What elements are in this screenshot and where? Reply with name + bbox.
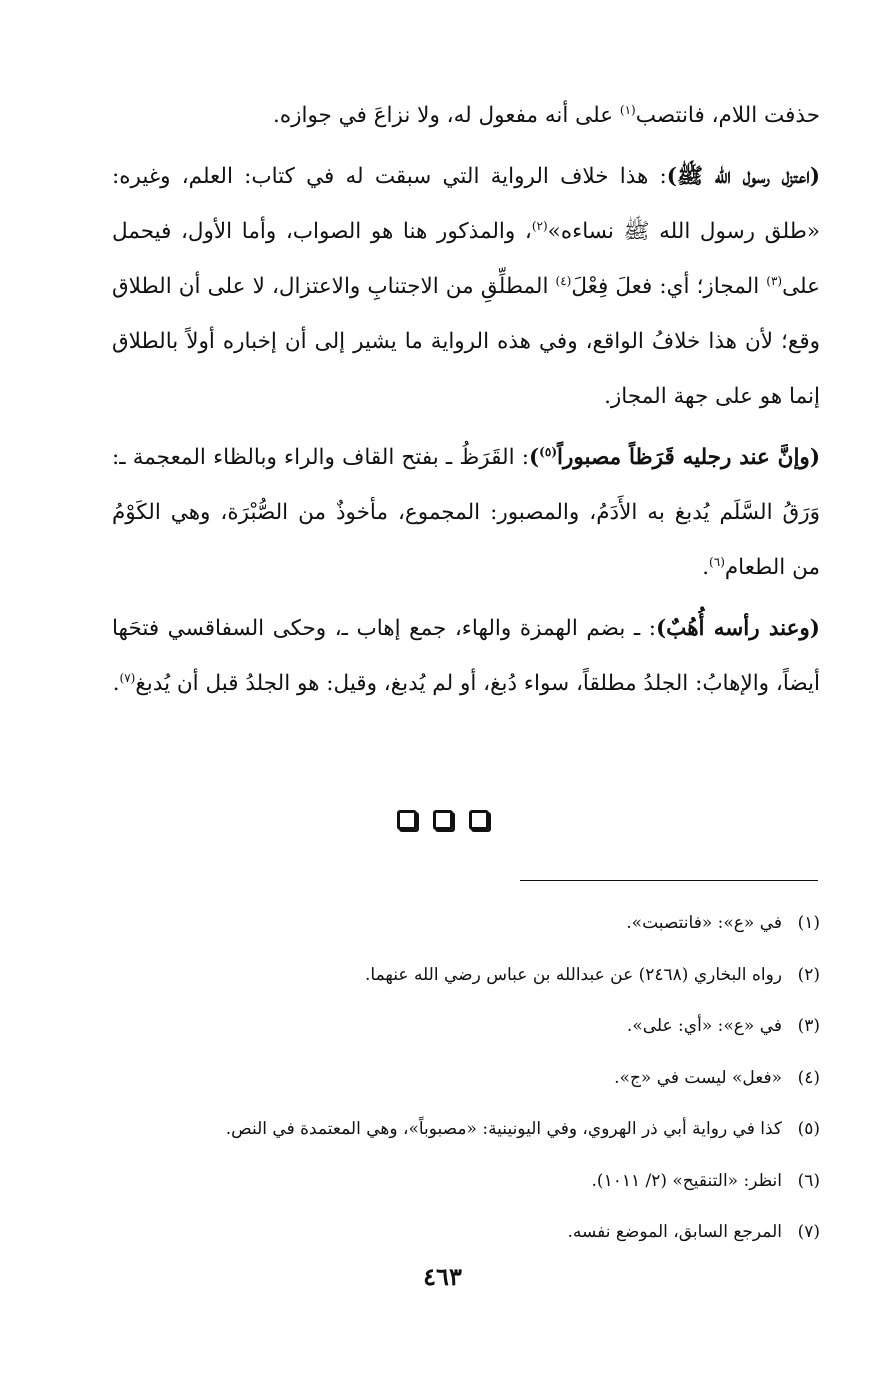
- text-run: : ـ بضم الهمزة والهاء، جمع إهاب ـ، وحكى السفاقسي فتحَها أيضاً، والإهابُ: الجلدُ مطلقاً، سواء دُبغ، أو لم يُدبغ، وقيل: هو الجلدُ قبل أن يُدبغ: [112, 616, 820, 696]
- footnote-ref-5[interactable]: (٥): [539, 445, 557, 459]
- paragraph-4: [112, 601, 820, 711]
- footnote-text: رواه البخاري (٢٤٦٨) عن عبدالله بن عباس رضي الله عنهما.: [365, 964, 782, 985]
- main-text: [112, 88, 820, 711]
- footnote-number: (٦): [797, 1170, 820, 1191]
- square-ornament-icon: [397, 810, 417, 830]
- footnote-text: انظر: «التنقيح» (٢/ ١٠١١).: [591, 1170, 782, 1191]
- footnote-ref-4[interactable]: (٤): [555, 274, 572, 288]
- footnote-item: [112, 1207, 820, 1259]
- footnote-text: كذا في رواية أبي ذر الهروي، وفي اليونينية: «مصبوباً»، وهي المعتمدة في النص.: [225, 1119, 782, 1139]
- footnote-item: [112, 1156, 820, 1208]
- footnote-number: (٤): [797, 1067, 820, 1088]
- square-ornament-icon: [469, 810, 489, 830]
- text-run: المطلِّقِ من الاجتنابِ والاعتزال، لا على أن الطلاق وقع؛ لأن هذا خلافُ الواقع، وفي هذه الرواية ما يشير إلى أن إخباره أولاً بالطلاق إنما هو على جهة المجاز.: [112, 274, 820, 409]
- footnote-number: (٧): [797, 1222, 820, 1242]
- footnote-number: (١): [797, 913, 820, 933]
- footnote-number: (٢): [797, 964, 820, 985]
- footnote-text: المرجع السابق، الموضع نفسه.: [567, 1222, 782, 1242]
- text-run: المجاز؛ أي: فعلَ فِعْلَ: [571, 274, 767, 299]
- paragraph-1: [112, 88, 820, 143]
- footnotes-list: [112, 898, 820, 1259]
- footnote-ref-6[interactable]: (٦): [709, 555, 725, 569]
- footnote-ref-1[interactable]: (١): [619, 103, 636, 117]
- footnote-item: [112, 898, 820, 950]
- text-run: (وإنَّ عند رجليه قَرَظاً مصبوراً: [557, 445, 820, 470]
- footnote-item: [112, 1104, 820, 1156]
- text-run: .: [112, 671, 120, 696]
- footnote-item: [112, 1053, 820, 1105]
- text-run: .: [702, 555, 710, 580]
- footnote-ref-3[interactable]: (٣): [766, 274, 783, 288]
- footnote-ref-2[interactable]: (٢): [531, 219, 548, 233]
- quoted-term: (اعتزل رسول الله ﷺ): [666, 164, 821, 189]
- text-run: حذفت اللام، فانتصب: [635, 103, 820, 128]
- page-number: ٤٦٣: [423, 1262, 462, 1291]
- text-run: : القَرَظُ ـ بفتح القاف والراء وبالظاء المعجمة ـ: وَرَقُ السَّلَم يُدبغ به الأَدَمُ، والمصبور: المجموع، مأخوذٌ من الصُّبْرَة، وهي الكَوْمُ من الطعام: [112, 445, 820, 580]
- footnote-text: في «ع»: «فانتصبت».: [626, 913, 782, 933]
- square-ornament-icon: [433, 810, 453, 830]
- paragraph-3: [112, 430, 820, 595]
- footnote-text: في «ع»: «أي: على».: [626, 1016, 782, 1036]
- footnote-text: «فعل» ليست في «ج».: [614, 1067, 782, 1088]
- text-run: ، والمذكور هنا هو الصواب، وأما الأول، فيحمل على: [112, 219, 820, 299]
- section-divider-ornament: [0, 810, 885, 830]
- paragraph-2: [112, 149, 820, 424]
- footnote-number: (٣): [797, 1016, 820, 1036]
- text-run: : هذا خلاف الرواية التي سبقت له في كتاب: العلم، وغيره: «طلق رسول الله ﷺ نساءه»: [112, 164, 820, 244]
- footnote-item: [112, 1001, 820, 1053]
- quoted-term: [529, 445, 820, 470]
- footnote-separator: [520, 880, 818, 881]
- text-run: ): [528, 445, 540, 470]
- footnote-item: [112, 950, 820, 1002]
- text-run: على أنه مفعول له، ولا نزاعَ في جوازه.: [272, 103, 620, 128]
- footnote-number: (٥): [797, 1119, 820, 1139]
- footnote-ref-7[interactable]: (٧): [119, 671, 136, 685]
- quoted-term: (وعند رأسه أُهُبٌ): [655, 616, 820, 641]
